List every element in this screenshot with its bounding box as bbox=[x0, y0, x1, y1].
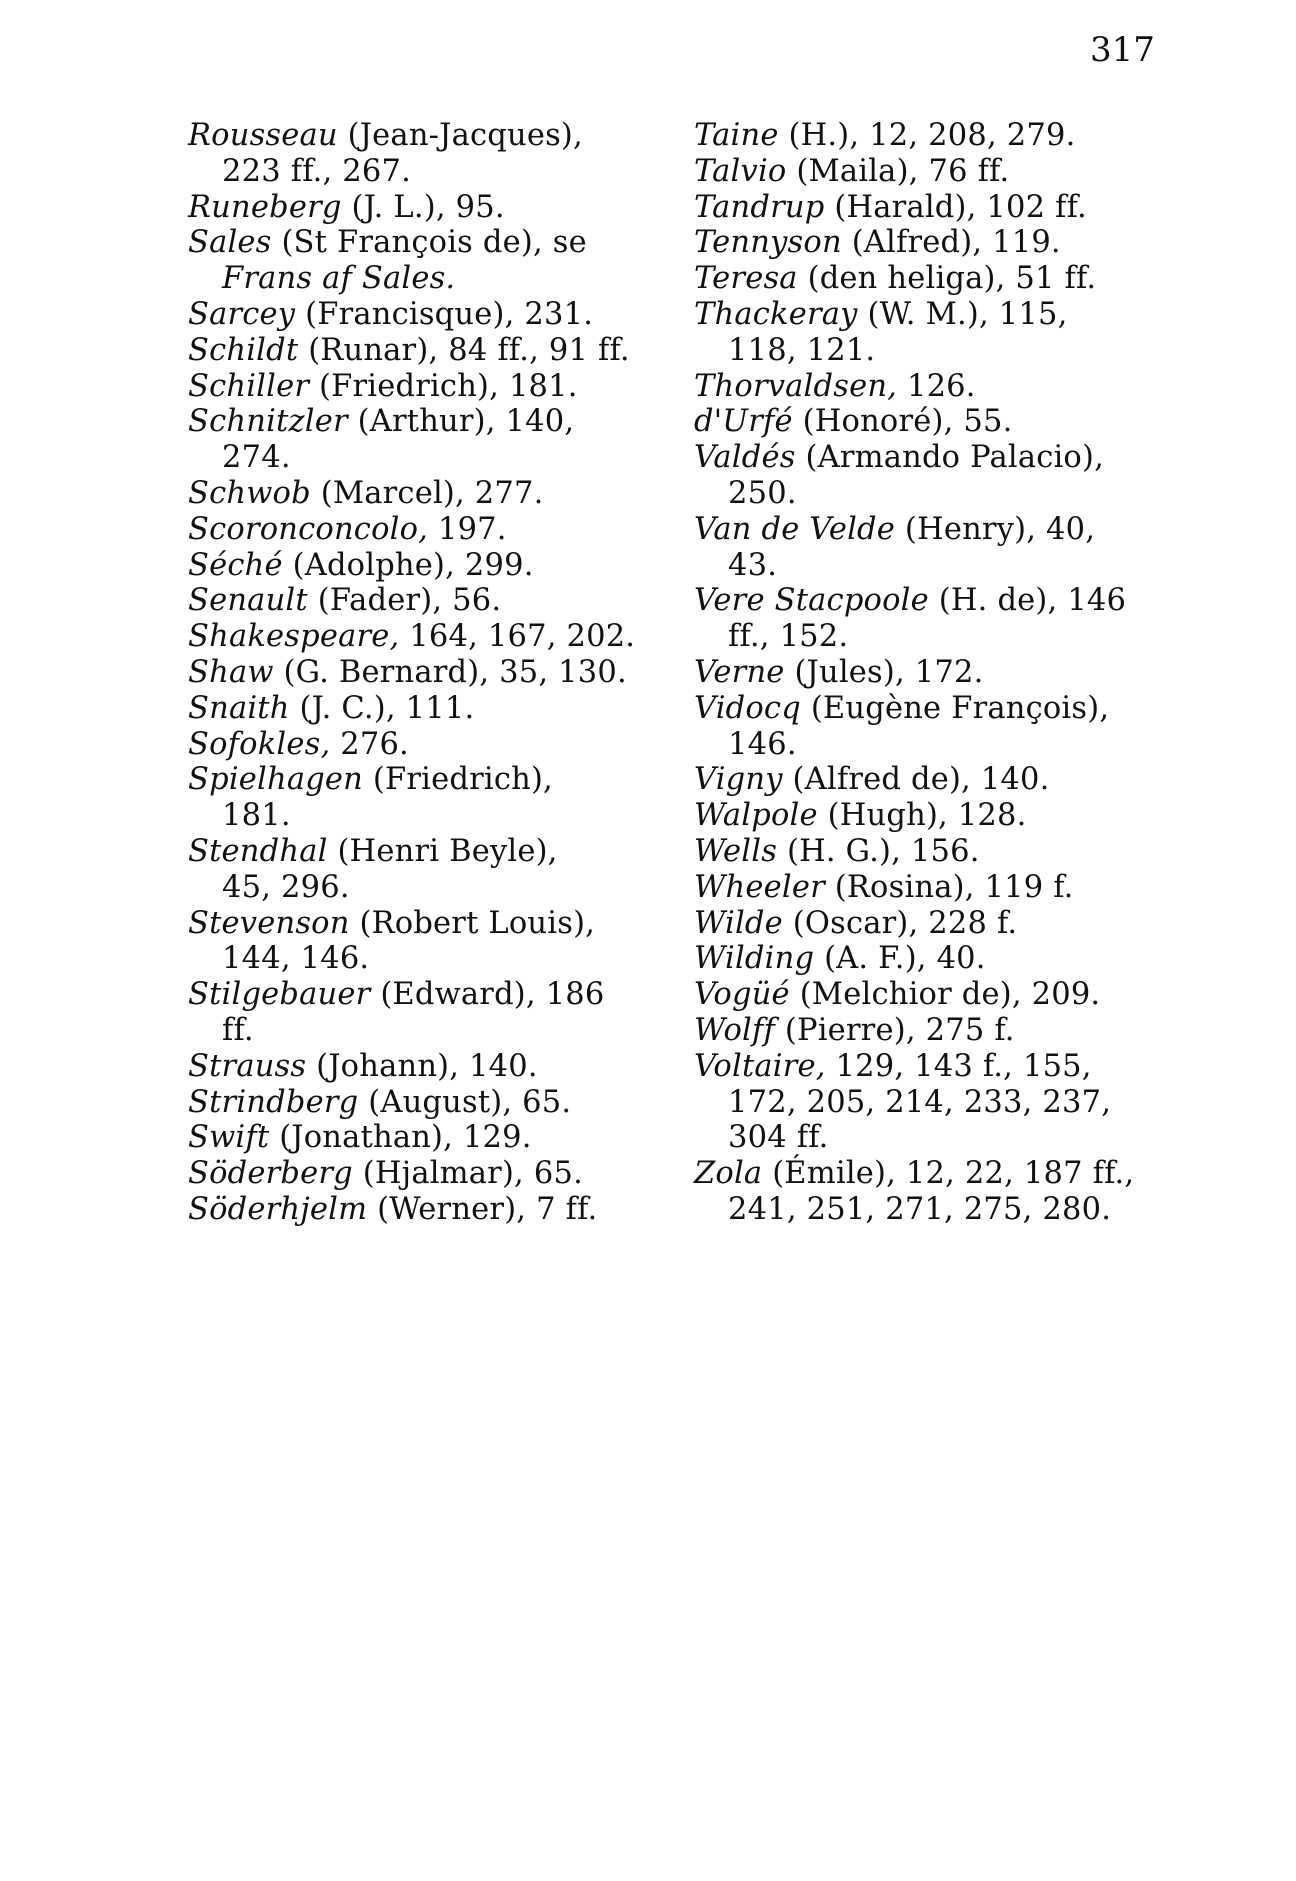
entry-text: (Honoré), 55. bbox=[792, 404, 1013, 440]
entry-line bbox=[188, 834, 658, 870]
entry-name: Vigny bbox=[694, 762, 783, 798]
index-entry bbox=[188, 297, 658, 333]
entry-line bbox=[694, 798, 1164, 834]
entry-name: Sarcey bbox=[188, 296, 296, 332]
entry-name: Voltaire, bbox=[694, 1048, 826, 1084]
entry-continuation-line bbox=[694, 619, 1164, 655]
entry-name: Schildt bbox=[188, 332, 299, 368]
entry-text: (Hugh), 128. bbox=[817, 798, 1027, 834]
entry-line bbox=[694, 906, 1164, 942]
entry-line bbox=[694, 834, 1164, 870]
entry-line bbox=[188, 1156, 658, 1192]
index-entry bbox=[694, 655, 1164, 691]
index-entry bbox=[694, 512, 1164, 584]
index-entry bbox=[694, 440, 1164, 512]
entry-text: ff., 152. bbox=[728, 619, 849, 655]
entry-text: (Marcel), 277. bbox=[310, 475, 544, 511]
entry-line bbox=[694, 1013, 1164, 1049]
entry-name: Snaith bbox=[188, 690, 290, 726]
entry-text: 164, 167, 202. bbox=[399, 619, 636, 655]
entry-line bbox=[188, 977, 658, 1013]
entry-name: Schnitzler bbox=[188, 404, 348, 440]
entry-name: Strauss bbox=[188, 1048, 307, 1084]
entry-line bbox=[188, 906, 658, 942]
entry-text: (Arthur), 140, bbox=[347, 404, 575, 440]
entry-text: (Émile), 12, 22, 187 ff., bbox=[762, 1156, 1135, 1192]
entry-name: Wolff bbox=[694, 1012, 775, 1048]
index-entry bbox=[188, 512, 658, 548]
entry-name: Zola bbox=[694, 1156, 763, 1192]
entry-name: Talvio bbox=[694, 153, 787, 189]
entry-text: (Alfred de), 140. bbox=[782, 762, 1050, 798]
entry-text: (Friedrich), 181. bbox=[309, 368, 578, 404]
entry-text: (Harald), 102 ff. bbox=[824, 189, 1087, 225]
entry-text: 172, 205, 214, 233, 237, bbox=[728, 1084, 1112, 1120]
entry-name: Teresa bbox=[694, 261, 798, 297]
entry-continuation-line bbox=[694, 333, 1164, 369]
entry-text: (Runar), 84 ff., 91 ff. bbox=[298, 332, 630, 368]
entry-continuation-line bbox=[188, 261, 658, 297]
index-entry bbox=[694, 369, 1164, 405]
entry-line bbox=[694, 225, 1164, 261]
entry-text: (Johann), 140. bbox=[306, 1048, 538, 1084]
entry-line bbox=[188, 476, 658, 512]
index-entry bbox=[188, 727, 658, 763]
entry-line bbox=[694, 512, 1164, 548]
entry-name: Walpole bbox=[694, 798, 818, 834]
entry-name: Tandrup bbox=[694, 189, 825, 225]
entry-text: (Jules), 172. bbox=[784, 654, 984, 690]
entry-line bbox=[188, 512, 658, 548]
entry-text: 118, 121. bbox=[728, 332, 876, 368]
entry-name: Strindberg bbox=[188, 1084, 359, 1120]
entry-line bbox=[694, 154, 1164, 190]
entry-line bbox=[188, 225, 658, 261]
entry-text: (Fader), 56. bbox=[307, 583, 502, 619]
entry-name: Séché bbox=[188, 547, 283, 583]
entry-continuation-line bbox=[694, 1120, 1164, 1156]
entry-line bbox=[694, 404, 1164, 440]
index-entry bbox=[694, 297, 1164, 369]
index-entry bbox=[694, 1013, 1164, 1049]
entry-continuation-line bbox=[694, 1085, 1164, 1121]
entry-text: 144, 146. bbox=[222, 941, 370, 977]
entry-text: 181. bbox=[222, 798, 291, 834]
entry-text: (Francisque), 231. bbox=[295, 296, 594, 332]
entry-line bbox=[188, 548, 658, 584]
index-entry bbox=[188, 691, 658, 727]
index-entry bbox=[188, 1120, 658, 1156]
entry-name: Wheeler bbox=[694, 869, 825, 905]
entry-text: (Hjalmar), 65. bbox=[352, 1156, 583, 1192]
index-entry bbox=[188, 762, 658, 834]
entry-name: Frans af Sales. bbox=[222, 261, 456, 297]
entry-text: (Eugène François), bbox=[800, 690, 1110, 726]
index-entry bbox=[188, 190, 658, 226]
index-entry bbox=[694, 834, 1164, 870]
entry-name: Wilding bbox=[694, 941, 815, 977]
index-entry bbox=[188, 1085, 658, 1121]
entry-name: Rousseau bbox=[188, 118, 338, 153]
entry-line bbox=[188, 1085, 658, 1121]
entry-continuation-line bbox=[188, 798, 658, 834]
entry-text: (den heliga), 51 ff. bbox=[797, 261, 1097, 297]
index-entry bbox=[694, 870, 1164, 906]
entry-name: Stendhal bbox=[188, 833, 328, 869]
index-entry bbox=[694, 798, 1164, 834]
entry-name: Van de Velde bbox=[694, 511, 896, 547]
entry-name: Schiller bbox=[188, 368, 310, 404]
entry-line bbox=[694, 655, 1164, 691]
entry-name: Taine bbox=[694, 118, 779, 153]
entry-text: (Oscar), 228 f. bbox=[782, 905, 1018, 941]
entry-text: 223 ff., 267. bbox=[222, 153, 411, 189]
entry-line bbox=[694, 440, 1164, 476]
entry-line bbox=[188, 727, 658, 763]
entry-name: Shaw bbox=[188, 654, 274, 690]
entry-line bbox=[694, 261, 1164, 297]
entry-line bbox=[188, 655, 658, 691]
entry-name: Shakespeare, bbox=[188, 619, 400, 655]
index-entry bbox=[188, 834, 658, 906]
entry-name: Vere Stacpoole bbox=[694, 583, 929, 619]
entry-continuation-line bbox=[188, 440, 658, 476]
index-entry bbox=[694, 261, 1164, 297]
entry-text: (Melchior de), 209. bbox=[789, 977, 1101, 1013]
entry-line bbox=[188, 190, 658, 226]
entry-line bbox=[694, 1156, 1164, 1192]
entry-line bbox=[694, 369, 1164, 405]
entry-name: Sofokles, bbox=[188, 726, 331, 762]
entry-line bbox=[188, 1192, 658, 1228]
entry-continuation-line bbox=[694, 548, 1164, 584]
entry-line bbox=[694, 583, 1164, 619]
index-column-right bbox=[694, 118, 1164, 1228]
entry-text: (W. M.), 115, bbox=[857, 296, 1068, 332]
entry-continuation-line bbox=[188, 154, 658, 190]
entry-text: 45, 296. bbox=[222, 869, 350, 905]
entry-line bbox=[694, 762, 1164, 798]
entry-name: Thorvaldsen, bbox=[694, 368, 898, 404]
page-number: 317 bbox=[1090, 30, 1155, 70]
entry-name: Schwob bbox=[188, 475, 311, 511]
index-column-left bbox=[188, 118, 658, 1228]
entry-name: Swift bbox=[188, 1120, 270, 1156]
index-entry bbox=[694, 583, 1164, 655]
entry-line bbox=[188, 297, 658, 333]
entry-name: Runeberg bbox=[188, 189, 342, 225]
index-entry bbox=[694, 190, 1164, 226]
entry-text: 241, 251, 271, 275, 280. bbox=[728, 1191, 1112, 1227]
index-entry bbox=[694, 1156, 1164, 1228]
index-entry bbox=[188, 225, 658, 297]
index-entry bbox=[188, 1192, 658, 1228]
index-entry bbox=[188, 118, 658, 190]
entry-text: 276. bbox=[330, 726, 409, 762]
entry-line bbox=[694, 190, 1164, 226]
entry-name: d'Urfé bbox=[694, 404, 793, 440]
index-entry bbox=[188, 906, 658, 978]
entry-text: 250. bbox=[728, 475, 797, 511]
entry-text: (St François de), se bbox=[271, 225, 587, 261]
index-entry bbox=[188, 548, 658, 584]
entry-text: (H. G.), 156. bbox=[777, 833, 980, 869]
entry-text: (Edward), 186 bbox=[370, 977, 605, 1013]
entry-name: Senault bbox=[188, 583, 308, 619]
entry-text: (Pierre), 275 f. bbox=[774, 1012, 1015, 1048]
entry-name: Scoronconcolo, bbox=[188, 511, 429, 547]
entry-line bbox=[188, 619, 658, 655]
entry-text: (Henry), 40, bbox=[895, 511, 1096, 547]
entry-line bbox=[694, 941, 1164, 977]
index-entry bbox=[188, 977, 658, 1049]
index-entry bbox=[694, 906, 1164, 942]
entry-continuation-line bbox=[188, 870, 658, 906]
entry-line bbox=[188, 1120, 658, 1156]
entry-text: (H. de), 146 bbox=[928, 583, 1127, 619]
entry-line bbox=[188, 1049, 658, 1085]
entry-continuation-line bbox=[694, 1192, 1164, 1228]
entry-text: 274. bbox=[222, 440, 291, 476]
entry-name: Vidocq bbox=[694, 690, 801, 726]
entry-name: Sales bbox=[188, 225, 272, 261]
entry-name: Vogüé bbox=[694, 977, 790, 1013]
entry-line bbox=[694, 297, 1164, 333]
index-entry bbox=[694, 404, 1164, 440]
entry-text: 304 ff. bbox=[728, 1120, 829, 1156]
index-entry bbox=[188, 404, 658, 476]
entry-text: (Werner), 7 ff. bbox=[367, 1191, 598, 1227]
index-entry bbox=[188, 369, 658, 405]
entry-line bbox=[694, 977, 1164, 1013]
entry-text: 129, 143 f., 155, bbox=[825, 1048, 1092, 1084]
entry-line bbox=[188, 118, 658, 154]
entry-line bbox=[694, 118, 1164, 154]
entry-name: Tennyson bbox=[694, 225, 842, 261]
entry-text: (Armando Palacio), bbox=[795, 440, 1104, 476]
entry-text: (August), 65. bbox=[358, 1084, 572, 1120]
entry-continuation-line bbox=[188, 1013, 658, 1049]
entry-text: (Friedrich), bbox=[363, 762, 553, 798]
index-entry bbox=[694, 691, 1164, 763]
entry-line bbox=[188, 762, 658, 798]
entry-text: (J. L.), 95. bbox=[341, 189, 505, 225]
entry-name: Verne bbox=[694, 654, 785, 690]
entry-text: (H.), 12, 208, 279. bbox=[778, 118, 1076, 153]
entry-line bbox=[188, 691, 658, 727]
entry-name: Valdés bbox=[694, 440, 796, 476]
index-entry bbox=[694, 977, 1164, 1013]
entry-name: Thackeray bbox=[694, 296, 858, 332]
index-entry bbox=[694, 118, 1164, 154]
index-entry bbox=[694, 941, 1164, 977]
entry-name: Spielhagen bbox=[188, 762, 364, 798]
index-entry bbox=[694, 225, 1164, 261]
entry-line bbox=[188, 583, 658, 619]
entry-text: 126. bbox=[897, 368, 976, 404]
entry-text: (G. Bernard), 35, 130. bbox=[273, 654, 627, 690]
entry-text: (A. F.), 40. bbox=[814, 941, 986, 977]
index-entry bbox=[694, 154, 1164, 190]
entry-text: (Henri Beyle), bbox=[327, 833, 558, 869]
entry-name: Stilgebauer bbox=[188, 977, 371, 1013]
entry-name: Söderberg bbox=[188, 1156, 353, 1192]
entry-continuation-line bbox=[694, 727, 1164, 763]
index-entry bbox=[188, 476, 658, 512]
entry-text: 197. bbox=[428, 511, 507, 547]
index-entry bbox=[188, 655, 658, 691]
entry-line bbox=[694, 1049, 1164, 1085]
entry-continuation-line bbox=[188, 941, 658, 977]
entry-line bbox=[694, 870, 1164, 906]
entry-name: Söderhjelm bbox=[188, 1191, 368, 1227]
entry-text: (Jonathan), 129. bbox=[269, 1120, 532, 1156]
entry-text: ff. bbox=[222, 1012, 254, 1048]
entry-text: (Alfred), 119. bbox=[841, 225, 1061, 261]
entry-text: (Adolphe), 299. bbox=[282, 547, 534, 583]
entry-text: (Robert Louis), bbox=[349, 905, 596, 941]
entry-text: 146. bbox=[728, 726, 797, 762]
index-entry bbox=[188, 1156, 658, 1192]
entry-text: (Rosina), 119 f. bbox=[824, 869, 1074, 905]
entry-name: Wilde bbox=[694, 905, 783, 941]
entry-text: (Jean-Jacques), bbox=[337, 118, 583, 153]
index-entry bbox=[694, 762, 1164, 798]
entry-line bbox=[188, 333, 658, 369]
index-entry bbox=[188, 1049, 658, 1085]
index-entry bbox=[188, 619, 658, 655]
entry-line bbox=[188, 404, 658, 440]
index-entry bbox=[188, 333, 658, 369]
index-entry bbox=[694, 1049, 1164, 1156]
entry-text: (J. C.), 111. bbox=[289, 690, 475, 726]
entry-continuation-line bbox=[694, 476, 1164, 512]
entry-text: 43. bbox=[728, 547, 778, 583]
entry-text: (Maila), 76 ff. bbox=[786, 153, 1010, 189]
entry-name: Wells bbox=[694, 833, 778, 869]
entry-name: Stevenson bbox=[188, 905, 350, 941]
entry-line bbox=[694, 691, 1164, 727]
entry-line bbox=[188, 369, 658, 405]
index-entry bbox=[188, 583, 658, 619]
